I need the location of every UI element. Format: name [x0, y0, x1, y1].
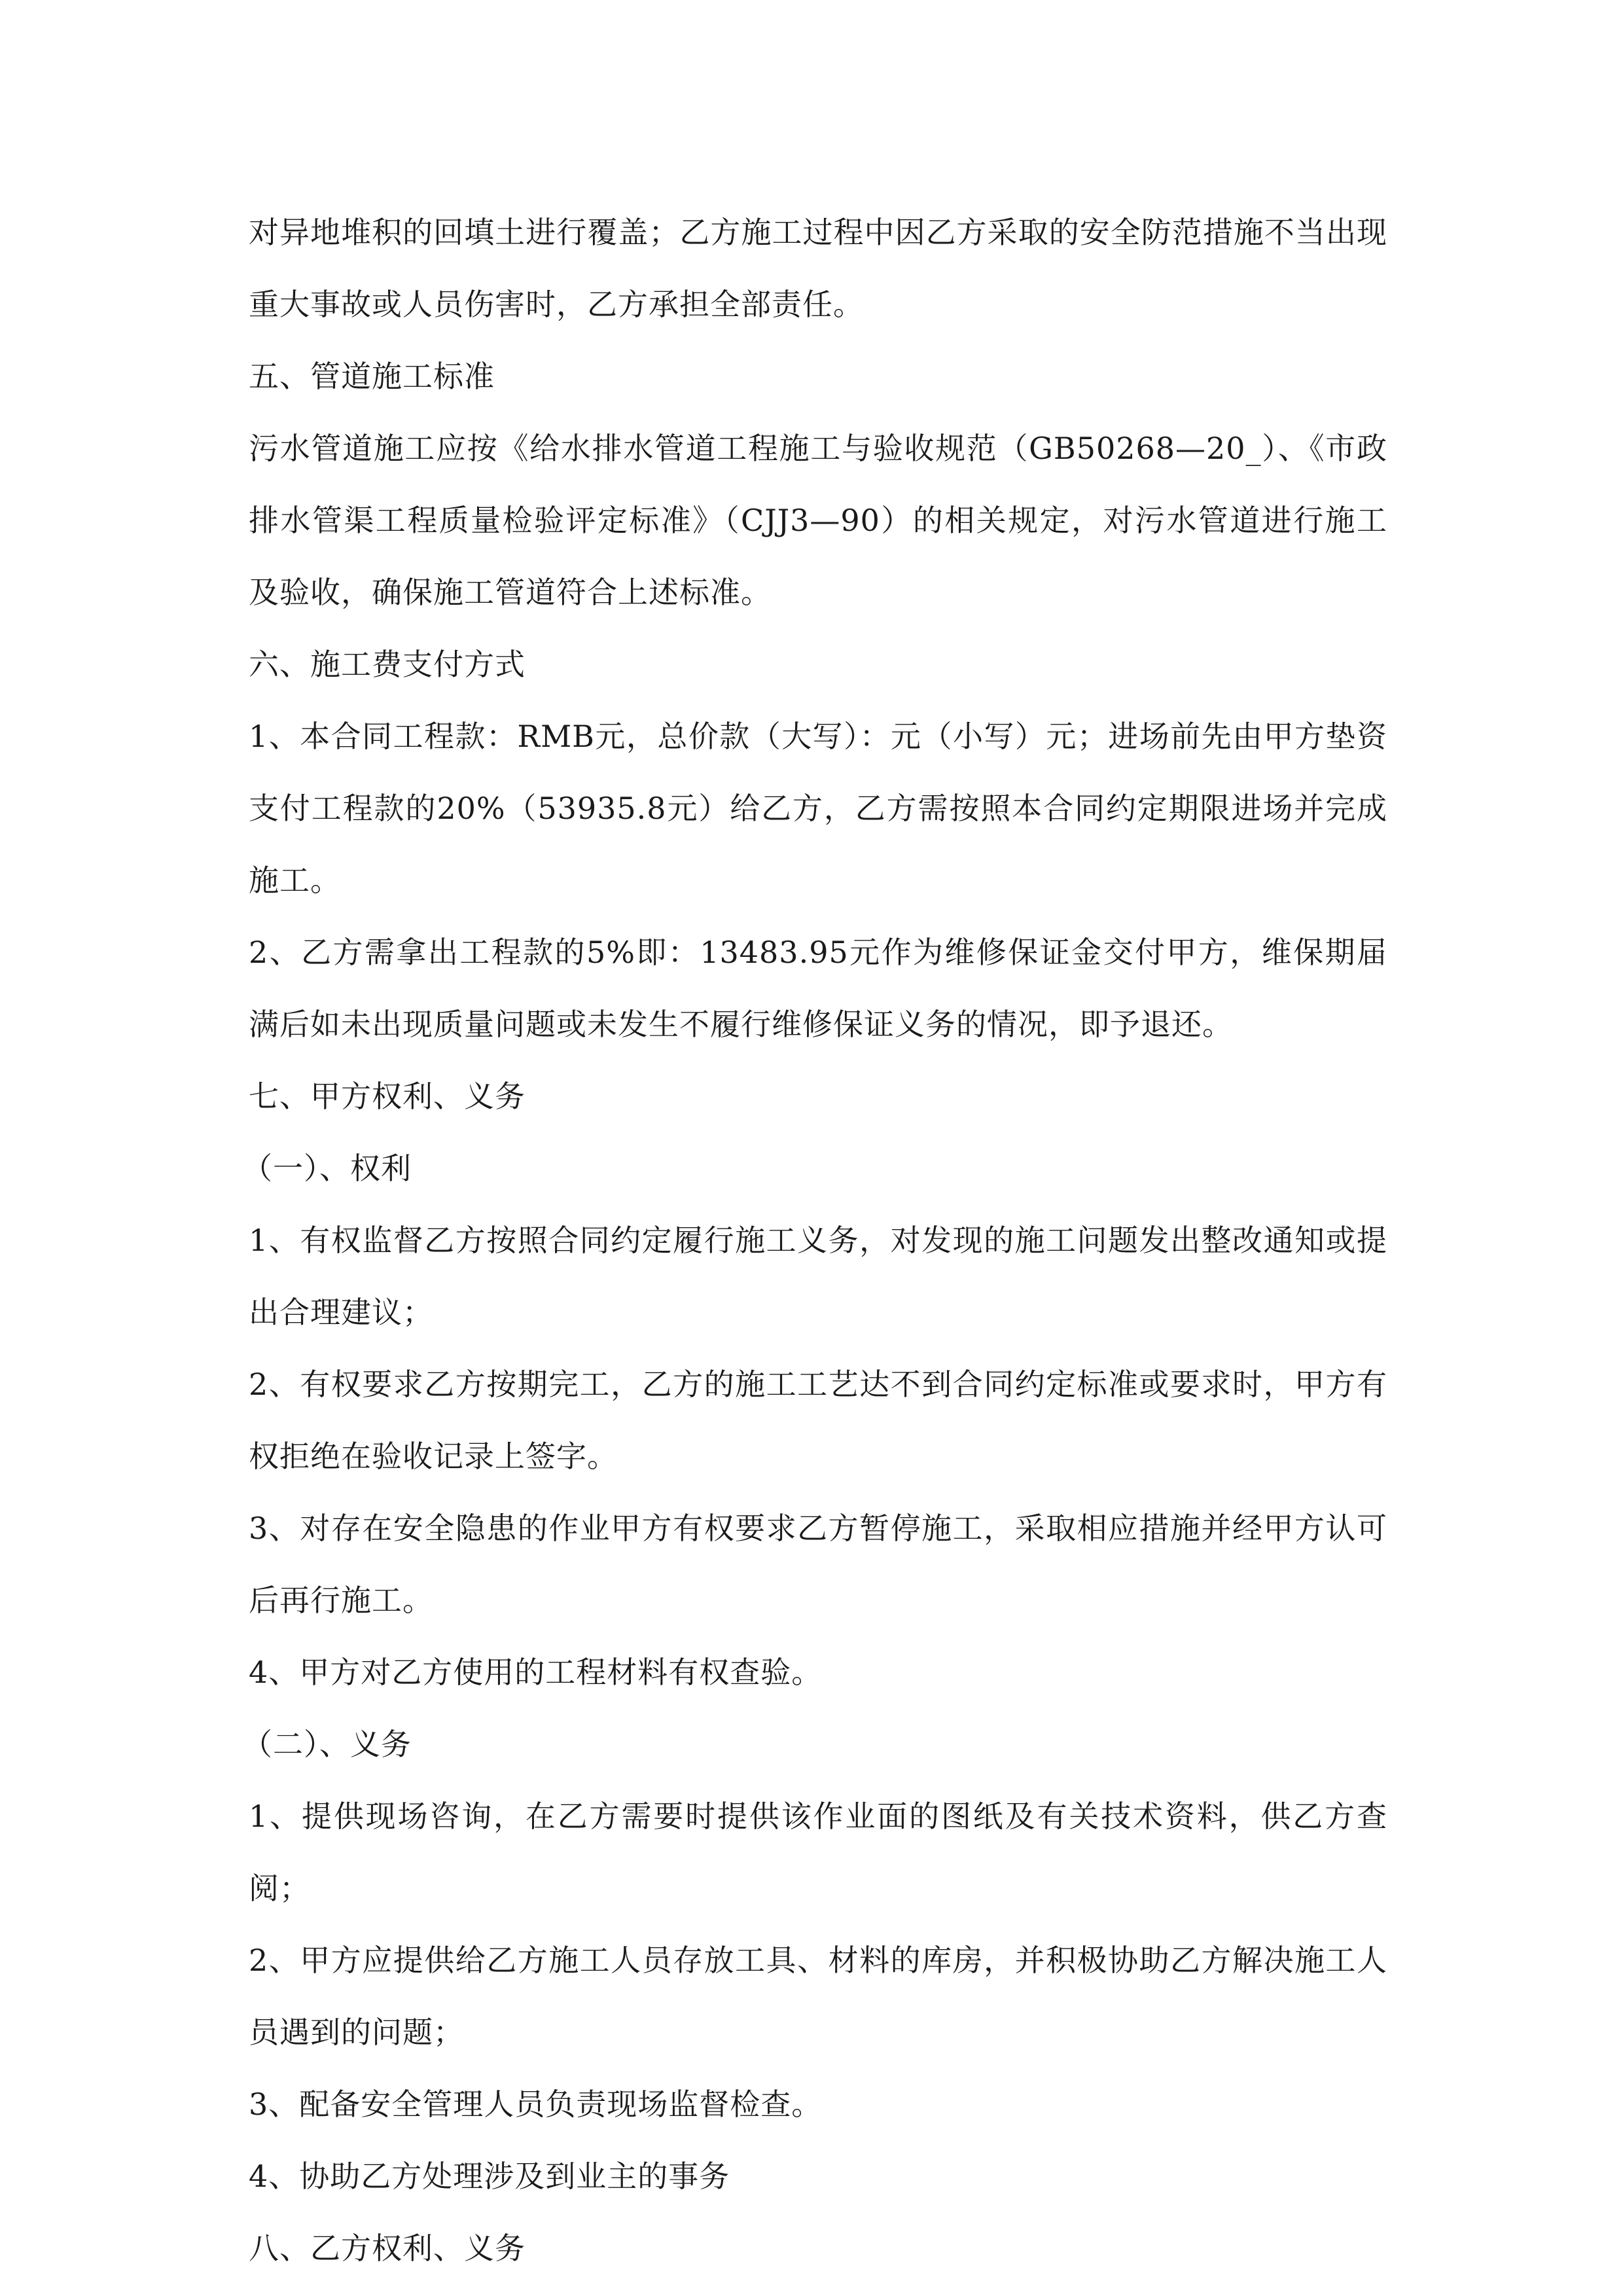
paragraph-cover-backfill: 对异地堆积的回填土进行覆盖；乙方施工过程中因乙方采取的安全防范措施不当出现重大事故或人员伤害时，乙方承担全部责任。: [249, 215, 1387, 322]
paragraph-right-1: 1、有权监督乙方按照合同约定履行施工义务，对发现的施工问题发出整改通知或提出合理建议；: [249, 1223, 1387, 1330]
paragraph-obligation-1: 1、提供现场咨询，在乙方需要时提供该作业面的图纸及有关技术资料，供乙方查阅；: [249, 1799, 1387, 1906]
document-body: [242, 196, 1387, 2284]
paragraph-right-2: 2、有权要求乙方按期完工，乙方的施工工艺达不到合同约定标准或要求时，甲方有权拒绝在验收记录上签字。: [249, 1367, 1387, 1474]
paragraph-obligation-2: 2、甲方应提供给乙方施工人员存放工具、材料的库房，并积极协助乙方解决施工人员遇到的问题；: [249, 1943, 1387, 2050]
subheading-rights: （一）、权利: [242, 1151, 412, 1186]
paragraph-right-3: 3、对存在安全隐患的作业甲方有权要求乙方暂停施工，采取相应措施并经甲方认可后再行施工。: [249, 1511, 1387, 1618]
paragraph-obligation-3: 3、配备安全管理人员负责现场监督检查。: [249, 2087, 823, 2122]
heading-party-a: 七、甲方权利、义务: [249, 1079, 526, 1114]
subheading-obligations: （二）、义务: [242, 1727, 412, 1762]
paragraph-obligation-4: 4、协助乙方处理涉及到业主的事务: [249, 2159, 730, 2194]
paragraph-right-4: 4、甲方对乙方使用的工程材料有权查验。: [249, 1655, 823, 1690]
heading-party-b: 八、乙方权利、义务: [249, 2231, 526, 2266]
paragraph-pipe-standard: 污水管道施工应按《给水排水管道工程施工与验收规范（GB50268—20_）、《市政排水管渠工程质量检验评定标准》（CJJ3—90）的相关规定，对污水管道进行施工及验收，确保施工管道符合上述标准。: [249, 431, 1387, 610]
heading-pipe-standard: 五、管道施工标准: [249, 359, 495, 394]
paragraph-payment-2: 2、乙方需拿出工程款的5%即：13483.95元作为维修保证金交付甲方，维保期届满后如未出现质量问题或未发生不履行维修保证义务的情况，即予退还。: [249, 935, 1387, 1042]
paragraph-payment-1: 1、本合同工程款：RMB元，总价款（大写）：元（小写）元；进场前先由甲方垫资支付工程款的20%（53935.8元）给乙方，乙方需按照本合同约定期限进场并完成施工。: [249, 719, 1387, 898]
heading-payment: 六、施工费支付方式: [249, 647, 526, 682]
